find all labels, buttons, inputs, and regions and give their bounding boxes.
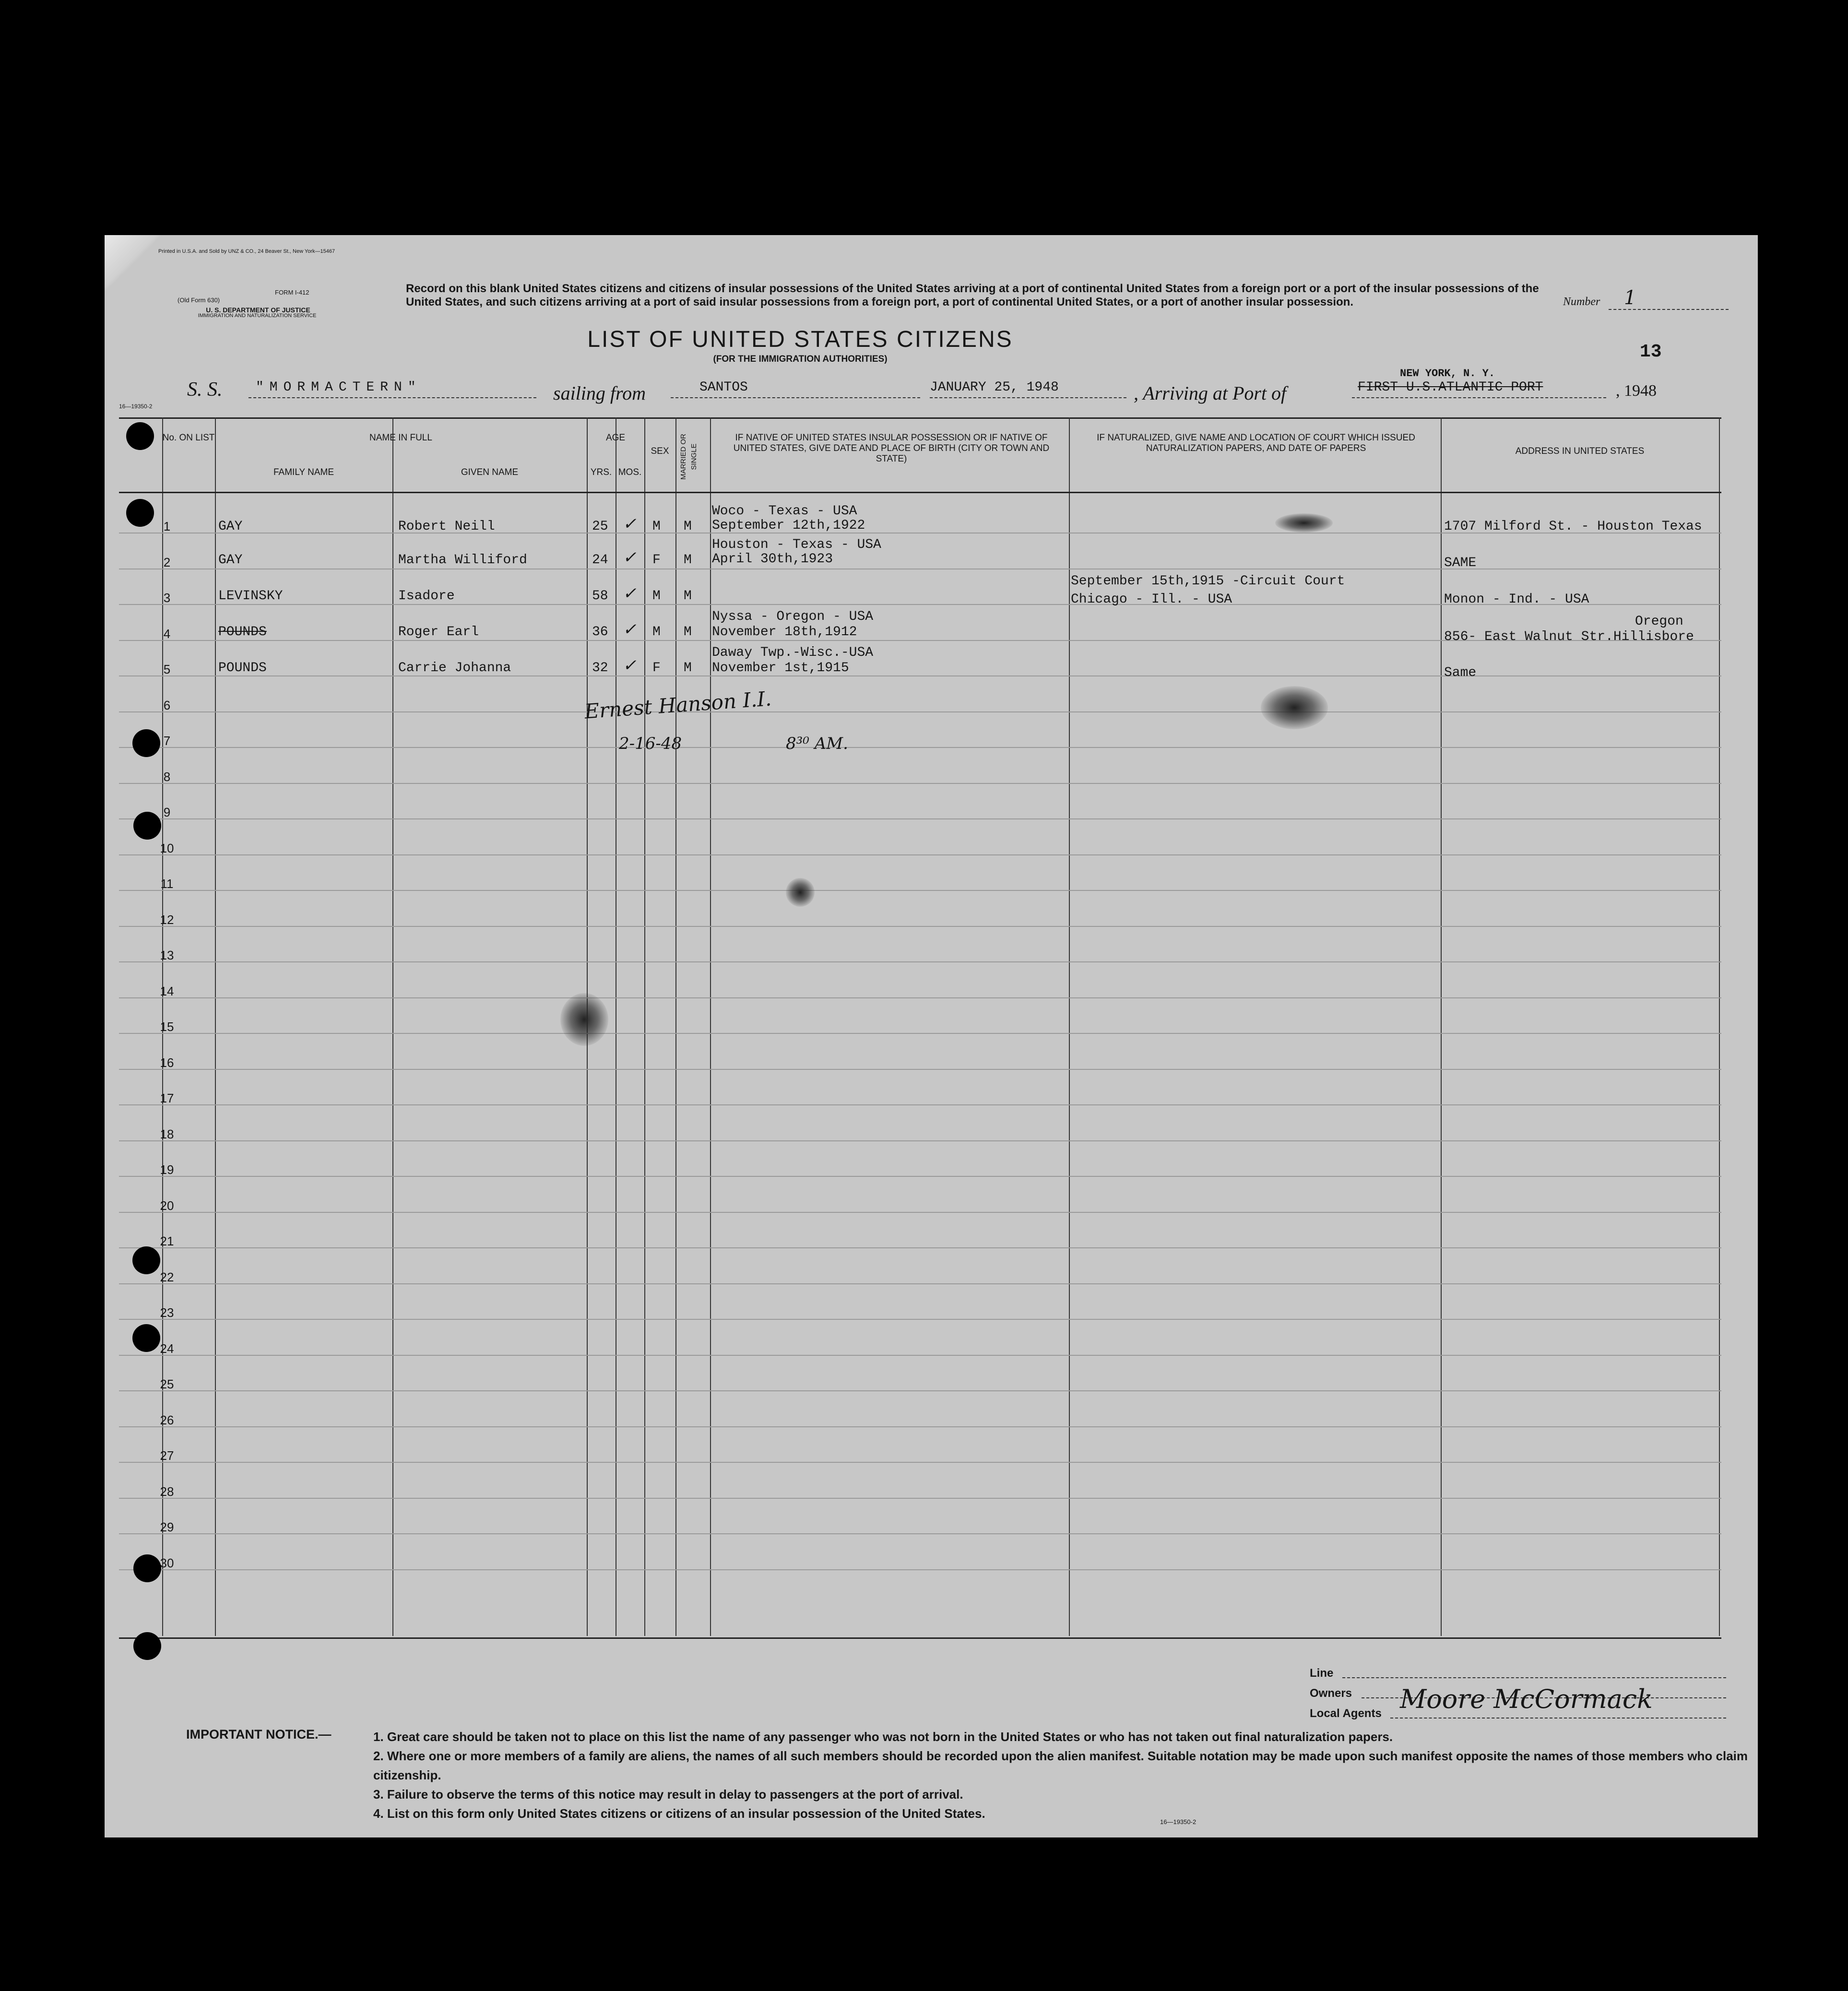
number-label: Number — [1563, 296, 1600, 308]
given-name: Robert Neill — [398, 519, 495, 534]
service-name: IMMIGRATION AND NATURALIZATION SERVICE — [198, 313, 317, 319]
row-rule — [119, 1212, 1721, 1213]
row-rule — [119, 1426, 1721, 1427]
row-rule — [119, 961, 1721, 962]
number-line — [1609, 309, 1729, 310]
row-number: 2 — [163, 555, 171, 569]
marital-status: M — [684, 553, 692, 568]
row-number: 29 — [160, 1520, 174, 1534]
form-code: 16—19350-2 — [119, 403, 153, 410]
row-number: 7 — [163, 734, 171, 748]
naturalization-court: September 15th,1915 -Circuit Court — [1071, 574, 1345, 589]
row-rule — [119, 783, 1721, 784]
row-rule — [119, 1319, 1721, 1320]
birth-date: September 12th,1922 — [712, 518, 865, 533]
date-line — [930, 397, 1126, 398]
ink-smudge — [560, 993, 608, 1046]
row-rule — [119, 1283, 1721, 1284]
line-underline — [1342, 1677, 1726, 1678]
family-name: LEVINSKY — [218, 589, 283, 604]
page-number: 13 — [1640, 342, 1662, 362]
col-married-single: MARRIED OR SINGLE — [679, 434, 698, 480]
arrival-port-line — [1352, 397, 1606, 398]
us-address: 1707 Milford St. - Houston Texas — [1444, 519, 1702, 534]
punch-hole — [126, 422, 154, 450]
notice-heading: IMPORTANT NOTICE.— — [186, 1727, 332, 1742]
form-instructions: Record on this blank United States citizens and citizens of insular possessions of the United States arriving at a port of continental United States from a foreign port or a port of the insular possessions of the United States, and such citizens arriving at a port of said insular possessions from a foreign port, a port of continental United States, or a port of another insular possession. — [406, 282, 1539, 308]
column-divider — [1719, 417, 1720, 1636]
birth-place: Daway Twp.-Wisc.-USA — [712, 645, 874, 660]
punch-hole — [132, 1324, 160, 1352]
check-mark: ✓ — [623, 548, 637, 567]
line-label: Line — [1310, 1667, 1334, 1680]
check-mark: ✓ — [623, 514, 637, 533]
column-divider — [644, 417, 645, 1636]
age-years: 25 — [592, 519, 608, 534]
col-age-mos: MOS. — [618, 467, 642, 477]
punch-hole — [132, 1246, 160, 1274]
row-rule — [119, 1033, 1721, 1034]
document-title: LIST OF UNITED STATES CITIZENS — [587, 327, 1013, 352]
row-number: 21 — [160, 1234, 174, 1248]
birth-date: April 30th,1923 — [712, 552, 833, 567]
ink-smudge — [1261, 686, 1328, 729]
birth-place: Houston - Texas - USA — [712, 537, 881, 552]
local-agents-signature: Moore McCormack — [1400, 1684, 1653, 1714]
row-number: 6 — [163, 698, 171, 712]
naturalization-location: Chicago - Ill. - USA — [1071, 592, 1232, 607]
sex: M — [652, 625, 661, 640]
punch-hole — [133, 812, 161, 840]
row-number: 8 — [163, 769, 171, 784]
col-sex: SEX — [651, 446, 669, 456]
row-rule — [119, 747, 1721, 748]
column-divider — [1441, 417, 1442, 1636]
check-mark: ✓ — [623, 656, 637, 675]
birth-place: Nyssa - Oregon - USA — [712, 609, 874, 624]
notice-item-4: 4. List on this form only United States citizens or citizens of an insular possession of the United States. — [373, 1806, 985, 1821]
department-name: U. S. DEPARTMENT OF JUSTICE — [206, 306, 310, 314]
row-rule — [119, 854, 1721, 855]
row-rule — [119, 1390, 1721, 1391]
printer-imprint: Printed in U.S.A. and Sold by UNZ & CO., 24 Beaver St., New York—15467 — [158, 249, 335, 254]
page-curl — [105, 235, 162, 293]
ss-label: S. S. — [187, 379, 223, 401]
sex: F — [652, 553, 661, 568]
row-rule — [119, 818, 1721, 819]
ship-name-line — [249, 397, 536, 398]
number-value: 1 — [1624, 287, 1636, 309]
row-rule — [119, 1247, 1721, 1248]
row-number: 26 — [160, 1412, 174, 1427]
marital-status: M — [684, 519, 692, 534]
us-address: SAME — [1444, 556, 1477, 570]
row-number: 23 — [160, 1305, 174, 1320]
col-age-yrs: YRS. — [590, 467, 612, 477]
row-rule — [119, 890, 1721, 891]
birth-date: November 18th,1912 — [712, 625, 857, 640]
sex: M — [652, 589, 661, 604]
arrival-stamp: NEW YORK, N. Y. — [1400, 367, 1495, 379]
col-address: ADDRESS IN UNITED STATES — [1515, 446, 1645, 456]
row-number: 3 — [163, 591, 171, 605]
row-rule — [119, 1355, 1721, 1356]
col-no-on-list: No. ON LIST — [162, 433, 215, 443]
from-port: SANTOS — [699, 380, 748, 395]
row-number: 12 — [160, 912, 174, 927]
age-years: 32 — [592, 661, 608, 676]
us-address-state: Oregon — [1635, 614, 1683, 629]
col-naturalized: IF NATURALIZED, GIVE NAME AND LOCATION OF COURT WHICH ISSUED NATURALIZATION PAPERS, AND DATE OF PAPERS — [1097, 433, 1415, 453]
row-number: 4 — [163, 626, 171, 641]
row-number: 25 — [160, 1377, 174, 1391]
inspector-signature: Ernest Hanson I.I. — [583, 687, 772, 723]
col-age: AGE — [605, 433, 626, 443]
row-rule — [119, 926, 1721, 927]
column-divider — [215, 417, 216, 1636]
from-port-line — [671, 397, 920, 398]
column-divider — [675, 417, 676, 1636]
notice-item-1: 1. Great care should be taken not to place on this list the name of any passenger who was not born in the United States or who has not taken out final naturalization papers. — [373, 1730, 1393, 1744]
family-name: GAY — [218, 519, 243, 534]
row-rule — [119, 1569, 1721, 1570]
col-birth: IF NATIVE OF UNITED STATES INSULAR POSSESSION OR IF NATIVE OF UNITED STATES, GIVE DATE AND PLACE OF BIRTH (CITY OR TOWN AND STATE) — [733, 433, 1050, 464]
birth-place: Woco - Texas - USA — [712, 504, 857, 519]
family-name: POUNDS — [218, 661, 267, 676]
row-number: 18 — [160, 1126, 174, 1141]
row-number: 30 — [160, 1555, 174, 1570]
notice-item-3: 3. Failure to observe the terms of this notice may result in delay to passengers at the port of arrival. — [373, 1787, 963, 1801]
departure-date: JANUARY 25, 1948 — [930, 380, 1059, 395]
age-years: 58 — [592, 589, 608, 604]
row-number: 27 — [160, 1448, 174, 1463]
owners-label: Owners — [1310, 1687, 1352, 1700]
row-number: 14 — [160, 984, 174, 998]
marital-status: M — [684, 625, 692, 640]
row-rule — [119, 1069, 1721, 1070]
row-number: 24 — [160, 1341, 174, 1356]
col-given-name: GIVEN NAME — [461, 467, 519, 477]
given-name: Roger Earl — [398, 625, 479, 640]
row-rule — [119, 1104, 1721, 1105]
row-number: 15 — [160, 1019, 174, 1034]
notice-item-2: 2. Where one or more members of a family are aliens, the names of all such members should be recorded upon the alien manifest. Suitable notation may be made upon such manifest opposite the names of those members who claim citizenship. — [373, 1749, 1748, 1782]
row-number: 10 — [160, 841, 174, 855]
marital-status: M — [684, 589, 692, 604]
column-divider — [710, 417, 711, 1636]
row-number: 17 — [160, 1091, 174, 1105]
given-name: Carrie Johanna — [398, 661, 511, 676]
row-rule — [119, 711, 1721, 712]
us-address: Monon - Ind. - USA — [1444, 592, 1589, 607]
row-number: 22 — [160, 1269, 174, 1284]
punch-hole — [133, 1632, 161, 1660]
manifest-sheet — [105, 235, 1758, 1837]
us-address: Same — [1444, 665, 1477, 680]
col-name-in-full: NAME IN FULL — [369, 433, 432, 443]
old-form-number: (Old Form 630) — [178, 296, 220, 304]
given-name: Martha Williford — [398, 553, 527, 568]
us-address: 856- East Walnut Str.Hillisbore — [1444, 629, 1694, 644]
ship-name: "MORMACTERN" — [256, 380, 422, 395]
row-number: 9 — [163, 805, 171, 819]
given-name: Isadore — [398, 589, 455, 604]
row-rule — [119, 1498, 1721, 1499]
row-rule — [119, 997, 1721, 998]
row-rule — [119, 1140, 1721, 1141]
age-years: 36 — [592, 625, 608, 640]
ink-smudge — [786, 878, 815, 907]
row-number: 1 — [163, 519, 171, 533]
family-name: GAY — [218, 553, 243, 568]
check-mark: ✓ — [623, 620, 637, 639]
punch-hole — [133, 1554, 161, 1582]
punch-hole — [132, 729, 160, 757]
row-number: 13 — [160, 948, 174, 962]
family-name: POUNDS — [218, 625, 267, 640]
sailing-from-label: sailing from — [553, 382, 646, 404]
age-years: 24 — [592, 553, 608, 568]
ink-smudge — [1275, 513, 1333, 533]
inspection-time: 8³⁰ AM. — [786, 734, 848, 753]
row-number: 28 — [160, 1484, 174, 1499]
check-mark: ✓ — [623, 584, 637, 603]
arriving-label: , Arriving at Port of — [1134, 382, 1287, 404]
column-divider — [1069, 417, 1070, 1636]
bottom-form-code: 16—19350-2 — [1160, 1818, 1196, 1825]
arrival-year: , 1948 — [1616, 382, 1657, 400]
arrival-port: FIRST U.S.ATLANTIC PORT — [1358, 380, 1543, 395]
row-rule — [119, 1176, 1721, 1177]
row-number: 11 — [160, 877, 174, 891]
birth-date: November 1st,1915 — [712, 661, 849, 676]
header-bottom-rule — [119, 492, 1721, 493]
document-subtitle: (FOR THE IMMIGRATION AUTHORITIES) — [713, 354, 888, 364]
sex: F — [652, 661, 661, 676]
form-number: FORM I-412 — [275, 289, 309, 296]
sex: M — [652, 519, 661, 534]
inspection-date: 2-16-48 — [619, 734, 682, 753]
col-family-name: FAMILY NAME — [273, 467, 334, 477]
row-number: 5 — [163, 662, 171, 676]
row-rule — [119, 1533, 1721, 1534]
row-number: 16 — [160, 1055, 174, 1070]
column-divider — [392, 417, 393, 1636]
row-number: 19 — [160, 1162, 174, 1177]
local-agents-label: Local Agents — [1310, 1707, 1382, 1720]
marital-status: M — [684, 661, 692, 676]
row-rule — [119, 1462, 1721, 1463]
row-number: 20 — [160, 1198, 174, 1213]
punch-hole — [126, 499, 154, 527]
